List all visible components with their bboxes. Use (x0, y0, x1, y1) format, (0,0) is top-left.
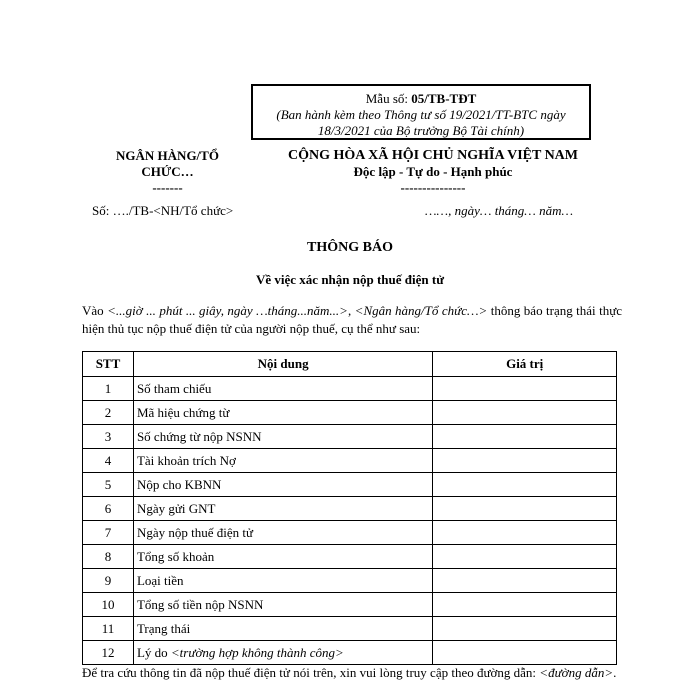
row-value (433, 617, 617, 641)
intro-bank-placeholder: <Ngân hàng/Tổ chức…> (354, 303, 488, 318)
table-row (83, 641, 617, 665)
row-value (433, 569, 617, 593)
row-stt: 5 (83, 473, 134, 497)
header-value: Giá trị (433, 352, 617, 377)
footer-end: . (613, 665, 617, 680)
national-divider: --------------- (400, 180, 466, 195)
confirmation-table (82, 351, 617, 665)
form-number-code: 05/TB-TĐT (411, 91, 477, 106)
row-value (433, 473, 617, 497)
row-content: Nộp cho KBNN (133, 473, 432, 497)
row-value (433, 545, 617, 569)
issuer-name-line-2: CHỨC… (141, 164, 194, 179)
row-stt: 2 (83, 401, 134, 425)
document-number: Số: …./TB-<NH/Tổ chức> (92, 203, 234, 218)
intro-text-2: , (347, 303, 355, 318)
row-stt: 3 (83, 425, 134, 449)
row-stt: 4 (83, 449, 134, 473)
row-value (433, 521, 617, 545)
header-content: Nội dung (133, 352, 432, 377)
issuer-header (90, 148, 245, 196)
issuer-divider: ------- (152, 180, 183, 195)
national-title: CỘNG HÒA XÃ HỘI CHỦ NGHĨA VIỆT NAM (287, 148, 578, 163)
row-content: Mã hiệu chứng từ (133, 401, 432, 425)
intro-time-placeholder: <...giờ ... phút ... giây, ngày …tháng...năm...> (107, 303, 348, 318)
row-content: Trạng thái (133, 617, 432, 641)
table-row (83, 497, 617, 521)
row-content: Ngày nộp thuế điện tử (133, 521, 432, 545)
table-header-row (83, 352, 617, 377)
table-row (83, 425, 617, 449)
row-stt: 6 (83, 497, 134, 521)
row-stt: 1 (83, 377, 134, 401)
row-content: Số chứng từ nộp NSNN (133, 425, 432, 449)
table-row (83, 521, 617, 545)
row-content: Tổng số tiền nộp NSNN (133, 593, 432, 617)
row-value (433, 425, 617, 449)
form-number-box (251, 84, 591, 140)
table-row (83, 401, 617, 425)
row-value (433, 593, 617, 617)
row-content: Ngày gửi GNT (133, 497, 432, 521)
table-row (83, 593, 617, 617)
table-row (83, 449, 617, 473)
table-row (83, 473, 617, 497)
row-content-placeholder: <trường hợp không thành công> (170, 644, 344, 660)
form-issuance-line-2: 18/3/2021 của Bộ trưởng Bộ Tài chính) (317, 123, 525, 138)
document-title: THÔNG BÁO (307, 240, 393, 255)
row-content (133, 641, 432, 665)
intro-paragraph (82, 302, 622, 338)
issuer-name-line-1: NGÂN HÀNG/TỔ (116, 148, 219, 163)
document-subtitle: Về việc xác nhận nộp thuế điện tử (255, 272, 444, 287)
form-number-line (253, 91, 589, 107)
row-content: Số tham chiếu (133, 377, 432, 401)
row-stt: 9 (83, 569, 134, 593)
document-date: ……, ngày… tháng… năm… (425, 203, 574, 218)
form-issuance-line-1: (Ban hành kèm theo Thông tư số 19/2021/TT-BTC ngày (276, 107, 566, 122)
row-stt: 8 (83, 545, 134, 569)
row-value (433, 449, 617, 473)
row-value (433, 641, 617, 665)
row-content: Loại tiền (133, 569, 432, 593)
intro-text-1: Vào (82, 303, 108, 318)
table-row (83, 617, 617, 641)
footer-link-placeholder: <đường dẫn> (539, 665, 614, 680)
national-header (262, 148, 604, 196)
row-stt: 10 (83, 593, 134, 617)
footer-paragraph (82, 664, 622, 681)
row-stt: 7 (83, 521, 134, 545)
footer-text: Để tra cứu thông tin đã nộp thuế điện tử nói trên, xin vui lòng truy cập theo đường dẫn: (82, 665, 540, 680)
table-row (83, 569, 617, 593)
row-value (433, 497, 617, 521)
row-stt: 12 (83, 641, 134, 665)
header-stt: STT (83, 352, 134, 377)
table-row (83, 377, 617, 401)
national-motto: Độc lập - Tự do - Hạnh phúc (353, 164, 513, 179)
row-value (433, 377, 617, 401)
row-value (433, 401, 617, 425)
row-content-text: Lý do (136, 644, 171, 660)
row-content: Tổng số khoản (133, 545, 432, 569)
row-content: Tài khoản trích Nợ (133, 449, 432, 473)
table-row (83, 545, 617, 569)
form-number-prefix: Mẫu số: (365, 91, 412, 106)
intro-text-3: thông báo trạng thái thực hiện thủ tục nộp thuế điện tử của người nộp thuế, cụ thể như sau: (82, 303, 623, 336)
row-stt: 11 (83, 617, 134, 641)
